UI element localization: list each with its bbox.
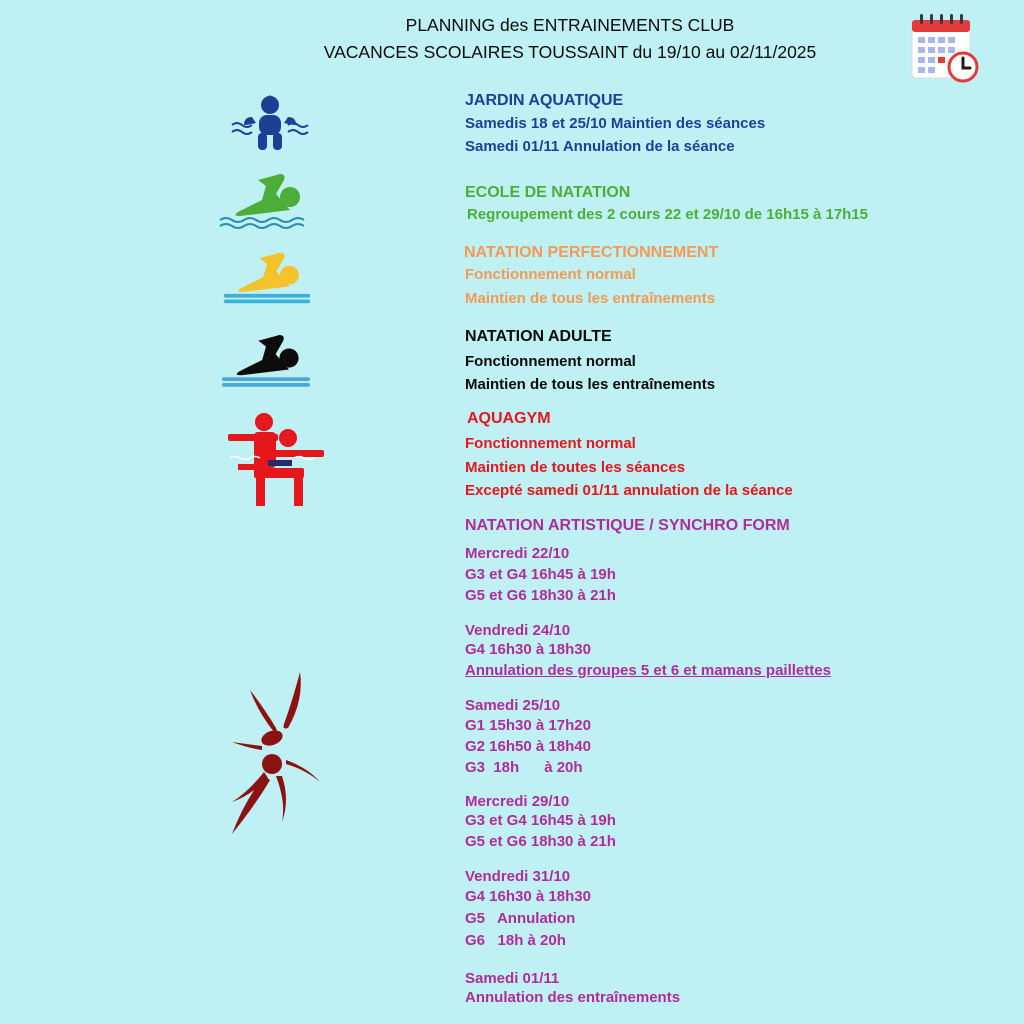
artistique-day-2: Vendredi 24/10 bbox=[465, 622, 571, 639]
artistique-day-6-a: Annulation des entraînements bbox=[465, 989, 681, 1006]
ecole-title: ECOLE DE NATATION bbox=[465, 184, 631, 201]
synchro-swimmer-icon bbox=[228, 672, 324, 838]
artistique-day-3-c: G3 18h à 20h bbox=[465, 759, 583, 776]
header-line-2: VACANCES SCOLAIRES TOUSSAINT du 19/10 au 02/11/2025 bbox=[323, 42, 817, 62]
page-header bbox=[0, 12, 1024, 66]
aquagym-icon bbox=[228, 412, 324, 510]
aquagym-line-1: Fonctionnement normal bbox=[465, 435, 636, 452]
artistique-day-3: Samedi 25/10 bbox=[465, 697, 561, 714]
artistique-day-1: Mercredi 22/10 bbox=[465, 545, 570, 562]
swimmer-yellow-icon bbox=[222, 245, 312, 307]
artistique-day-3-a: G1 15h30 à 17h20 bbox=[465, 717, 591, 734]
artistique-day-6: Samedi 01/11 bbox=[465, 970, 560, 987]
adulte-line-2: Maintien de tous les entraînements bbox=[465, 376, 716, 393]
aquagym-line-3: Excepté samedi 01/11 annulation de la séance bbox=[465, 482, 793, 499]
artistique-day-4-a: G3 et G4 16h45 à 19h bbox=[465, 812, 616, 829]
ecole-line-1: Regroupement des 2 cours 22 et 29/10 de 16h15 à 17h15 bbox=[467, 206, 869, 223]
baby-swimmer-icon bbox=[230, 95, 310, 153]
jardin-title: JARDIN AQUATIQUE bbox=[465, 92, 624, 109]
artistique-day-5-c: G6 18h à 20h bbox=[465, 932, 566, 949]
adulte-title: NATATION ADULTE bbox=[465, 328, 612, 345]
jardin-line-1: Samedis 18 et 25/10 Maintien des séances bbox=[465, 115, 766, 132]
artistique-day-5-b: G5 Annulation bbox=[465, 910, 576, 927]
perf-line-1: Fonctionnement normal bbox=[465, 266, 636, 283]
perf-line-2: Maintien de tous les entraînements bbox=[465, 290, 716, 307]
artistique-day-5: Vendredi 31/10 bbox=[465, 868, 571, 885]
artistique-day-1-a: G3 et G4 16h45 à 19h bbox=[465, 566, 616, 583]
aquagym-title: AQUAGYM bbox=[467, 410, 551, 427]
adulte-line-1: Fonctionnement normal bbox=[465, 353, 636, 370]
artistique-day-1-b: G5 et G6 18h30 à 21h bbox=[465, 587, 616, 604]
perf-title: NATATION PERFECTIONNEMENT bbox=[464, 244, 719, 261]
swimmer-black-icon bbox=[220, 328, 312, 390]
artistique-day-5-a: G4 16h30 à 18h30 bbox=[465, 888, 591, 905]
artistique-day-2-a: G4 16h30 à 18h30 bbox=[465, 641, 591, 658]
calendar-clock-icon bbox=[908, 12, 980, 84]
artistique-day-2-b: Annulation des groupes 5 et 6 et mamans paillettes bbox=[465, 662, 831, 679]
aquagym-line-2: Maintien de toutes les séances bbox=[465, 459, 686, 476]
header-line-1: PLANNING des ENTRAINEMENTS CLUB bbox=[405, 15, 735, 35]
artistique-day-3-b: G2 16h50 à 18h40 bbox=[465, 738, 591, 755]
artistique-title: NATATION ARTISTIQUE / SYNCHRO FORM bbox=[465, 517, 790, 534]
swimmer-green-icon bbox=[218, 170, 314, 230]
artistique-day-4-b: G5 et G6 18h30 à 21h bbox=[465, 833, 616, 850]
jardin-line-2: Samedi 01/11 Annulation de la séance bbox=[465, 138, 735, 155]
artistique-day-4: Mercredi 29/10 bbox=[465, 793, 570, 810]
